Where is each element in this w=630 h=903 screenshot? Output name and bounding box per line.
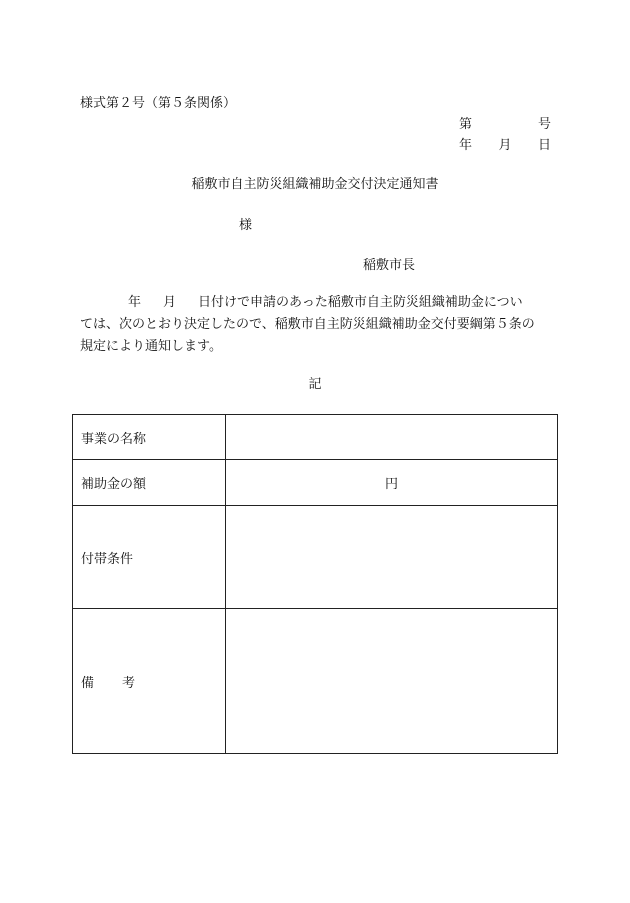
remarks-label-char-1: 備 [81,675,95,691]
issue-date-line [459,138,551,154]
number-prefix: 第 [459,117,473,132]
body-line-3: 規定により通知します。 [80,339,222,354]
body-month: 月 [163,295,177,310]
amount-cell: 円 [226,460,558,506]
project-name-label: 事業の名称 [73,415,226,460]
remarks-cell [226,609,558,754]
detail-table [72,414,558,754]
number-suffix: 号 [537,117,551,132]
table-row [73,609,558,754]
remarks-label-char-2: 考 [122,675,136,691]
amount-label: 補助金の額 [73,460,226,506]
body-line-1-text: 日付けで申請のあった稲敷市自主防災組織補助金につい [198,295,523,310]
project-name-cell [226,415,558,460]
remarks-label [73,609,226,754]
document-number-line [459,117,551,133]
date-day: 日 [537,138,551,153]
table-row [73,415,558,460]
form-number-label: 様式第２号（第５条関係） [80,96,237,111]
table-row [73,506,558,609]
conditions-cell [226,506,558,609]
date-year: 年 [459,138,473,153]
date-month: 月 [498,138,512,153]
body-line-2: ては、次のとおり決定したので、稲敷市自主防災組織補助金交付要綱第５条の [80,317,535,332]
body-year: 年 [128,295,142,310]
body-line-1 [80,295,523,311]
document-title: 稲敷市自主防災組織補助金交付決定通知書 [191,177,439,192]
ki-heading: 記 [308,377,322,392]
sender-name: 稲敷市長 [363,258,416,273]
table-row [73,460,558,506]
conditions-label: 付帯条件 [73,506,226,609]
recipient-honorific: 様 [239,218,253,233]
